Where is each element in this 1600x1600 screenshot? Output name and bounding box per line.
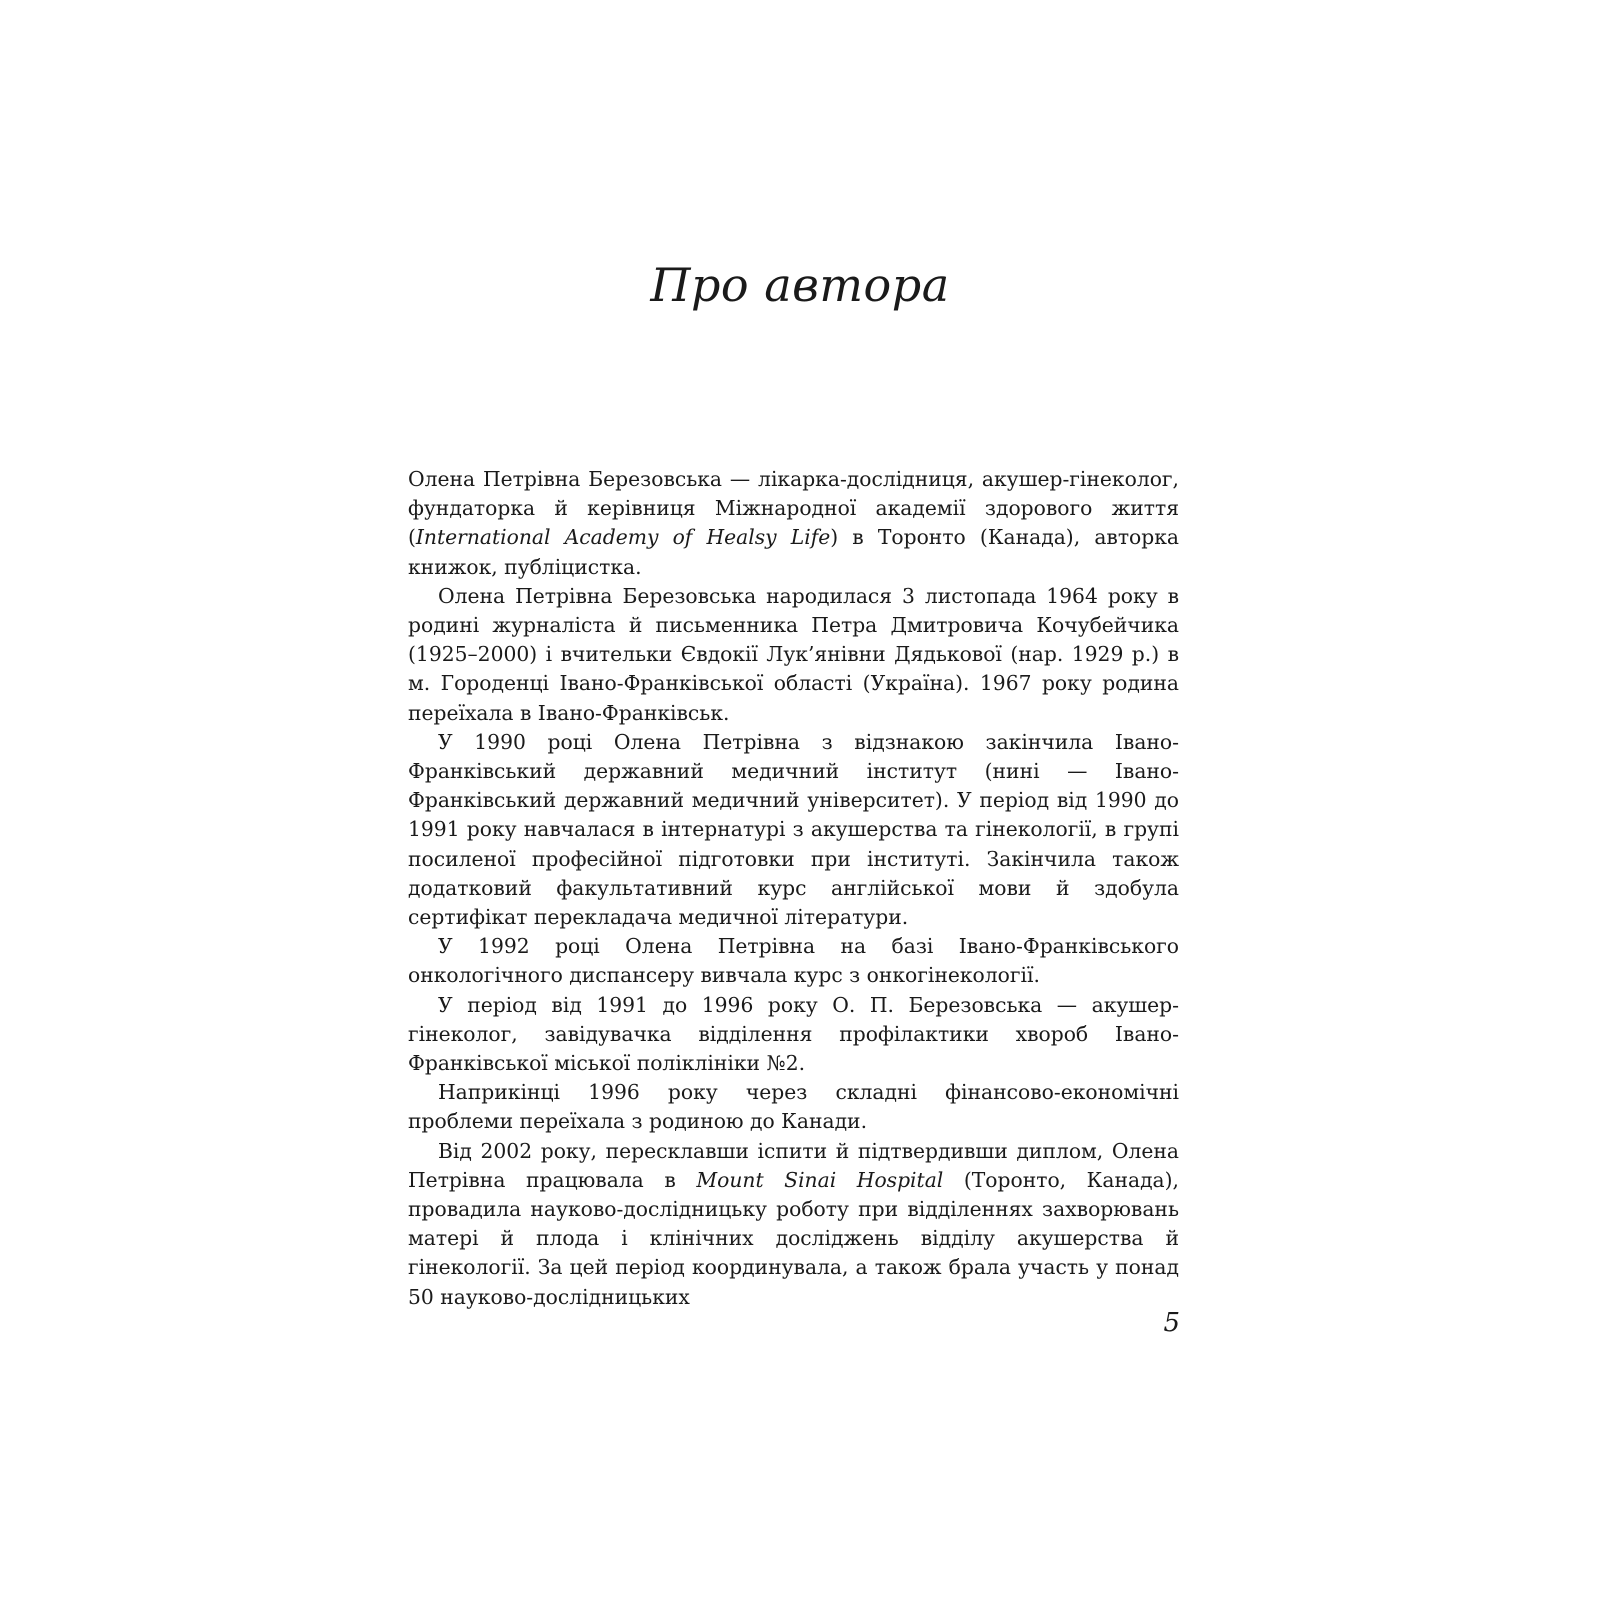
paragraph-text: Олена Петрівна Березовська — лікарка-дослідниця, акушер-гінеколог, фундаторка й керівниця Міжнародної академії здорового життя ( (408, 467, 1179, 550)
italic-term: International Academy of Healsy Life (415, 525, 831, 550)
paragraph: У 1992 році Олена Петрівна на базі Івано-Франківського онкологічного диспансеру вивчала курс з онкогінекології. (408, 934, 1179, 988)
paragraph (408, 465, 1179, 582)
paragraph (408, 1137, 1179, 1312)
page-number: 5 (1163, 1308, 1180, 1338)
paragraph-text: Від 2002 року, пересклавши іспити й підтвердивши диплом, Олена Петрівна працювала в (408, 1138, 1179, 1192)
paragraph: У 1990 році Олена Петрівна з відзнакою закінчила Івано-Франківський державний медичний інститут (нині — Івано-Франківський державний медичний університет). У період від 1990 до 1991 року навчалася в інтернатурі з акушерства та гінекології, в групі посиленої професійної підготовки при інституті. Закінчила також додатковий факультативний курс англійської мови й здобула сертифікат перекладача медичної літератури. (408, 729, 1179, 930)
paragraph: Наприкінці 1996 року через складні фінансово-економічні проблеми переїхала з родиною до Канади. (408, 1080, 1179, 1134)
body-text (408, 465, 1179, 1312)
paragraph: Олена Петрівна Березовська народилася 3 листопада 1964 року в родині журналіста й письменника Петра Дмитровича Кочубейчика (1925–2000) і вчительки Євдокії Лук’янівни Дядькової (нар. 1929 р.) в м. Городенці Івано-Франківської області (Україна). 1967 року родина переїхала в Івано-Франківськ. (408, 583, 1179, 725)
paragraph: У період від 1991 до 1996 року О. П. Березовська — акушер-гінеколог, завідувачка відділення профілактики хвороб Івано-Франківської міської поліклініки №2. (408, 992, 1179, 1076)
italic-term: Mount Sinai Hospital (696, 1167, 944, 1192)
paragraph-text: ) в Торонто (Канада), авторка книжок, публіцистка. (408, 525, 1180, 579)
page-title: Про автора (650, 258, 950, 312)
paragraph-text: (Торонто, Канада), провадила науково-дослідницьку роботу при відділеннях захворювань матері й плода і клінічних досліджень відділу акушерства й гінекології. За цей період координувала, а також брала участь у понад 50 науково-дослідницьких (408, 1167, 1180, 1309)
